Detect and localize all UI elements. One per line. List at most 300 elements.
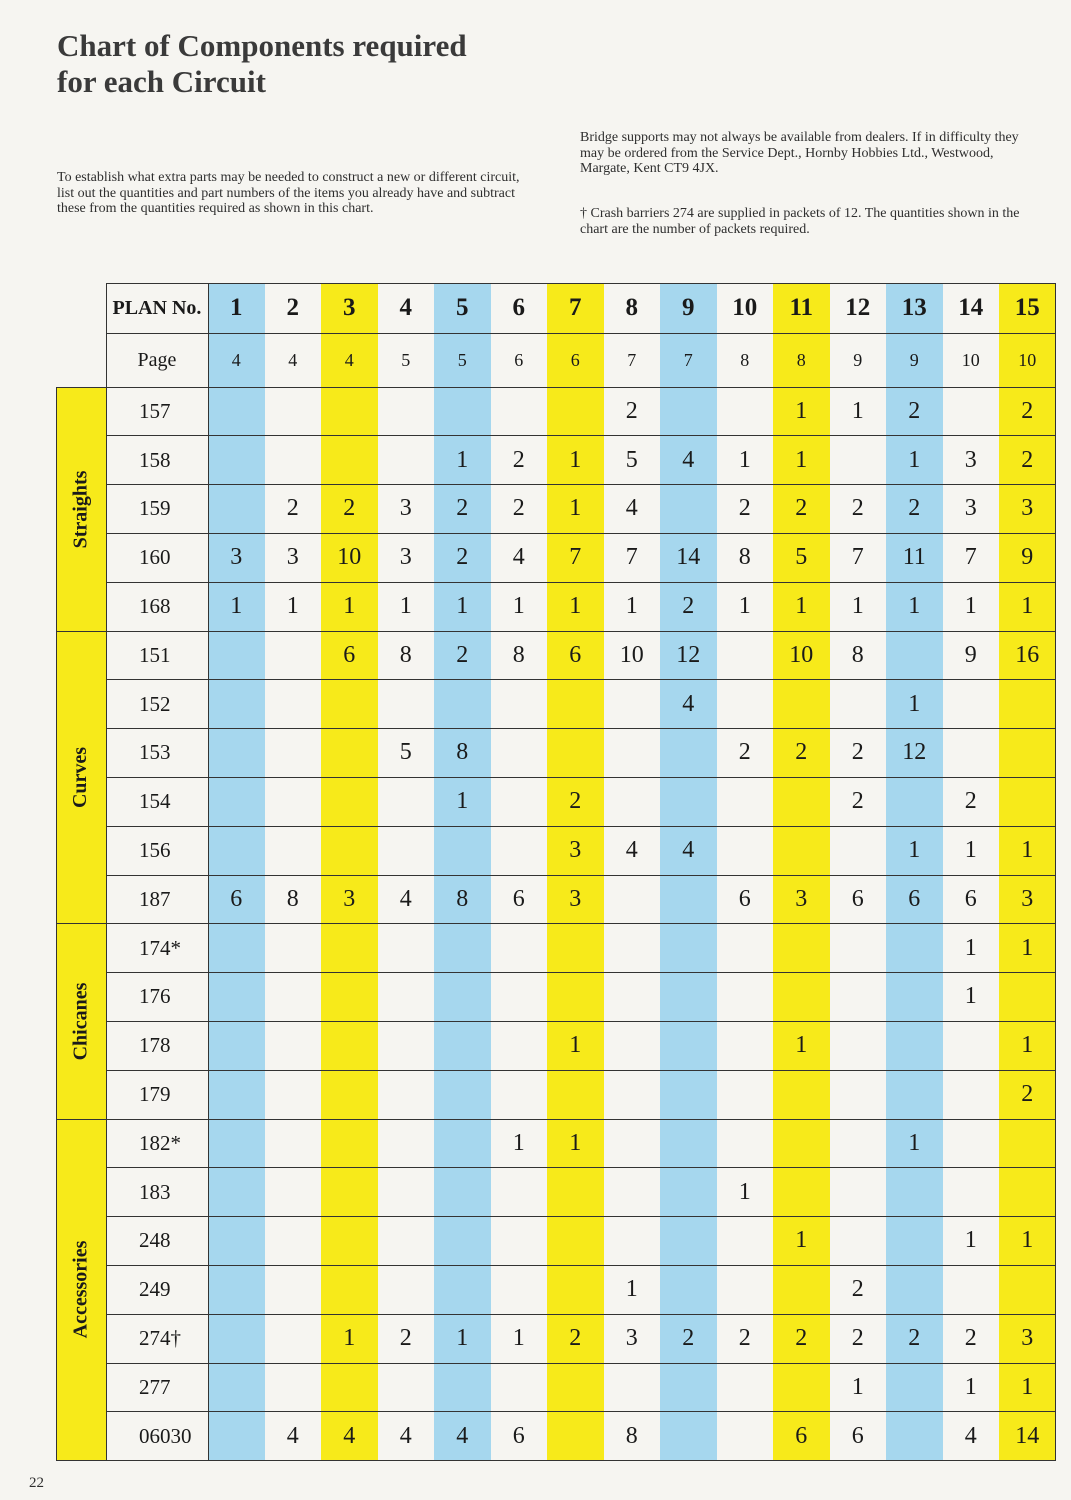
quantity-cell: 1 — [773, 1217, 830, 1266]
quantity-cell — [321, 1168, 378, 1217]
group-divider — [56, 1460, 106, 1461]
plan-number: 3 — [321, 283, 378, 333]
quantity-cell: 3 — [378, 533, 435, 582]
quantity-cell: 1 — [604, 582, 661, 631]
quantity-cell — [491, 973, 548, 1022]
quantity-cell — [830, 973, 887, 1022]
part-number: 159 — [139, 496, 171, 521]
quantity-cell — [434, 1265, 491, 1314]
quantity-cell: 2 — [717, 485, 774, 534]
quantity-cell — [265, 631, 322, 680]
quantity-cell — [660, 924, 717, 973]
quantity-cell — [265, 1314, 322, 1363]
bridge-supports-note: Bridge supports may not always be available from dealers. If in difficulty they may be ordered from the Service Dept., Hornby Hobbies Ltd., Westwood, Margate, Kent CT9 4JX. — [580, 130, 1019, 176]
quantity-cell: 2 — [943, 777, 1000, 826]
quantity-cell — [378, 1119, 435, 1168]
quantity-cell: 8 — [434, 875, 491, 924]
quantity-cell: 2 — [999, 1070, 1056, 1119]
quantity-cell — [999, 1265, 1056, 1314]
quantity-cell: 1 — [604, 1265, 661, 1314]
quantity-cell — [717, 1363, 774, 1412]
grid-line — [106, 582, 1056, 583]
plan-number: 9 — [660, 283, 717, 333]
quantity-cell: 5 — [378, 729, 435, 778]
quantity-cell — [208, 729, 265, 778]
quantity-cell — [208, 631, 265, 680]
quantity-cell: 4 — [321, 1412, 378, 1461]
quantity-cell: 7 — [604, 533, 661, 582]
plan-page-number: 8 — [717, 333, 774, 387]
part-number: 154 — [139, 789, 171, 814]
quantity-cell — [378, 1168, 435, 1217]
quantity-cell: 1 — [773, 387, 830, 436]
quantity-cell — [434, 826, 491, 875]
quantity-cell — [491, 826, 548, 875]
quantity-cell: 2 — [434, 485, 491, 534]
quantity-cell: 2 — [830, 485, 887, 534]
quantity-cell — [773, 680, 830, 729]
quantity-cell: 7 — [943, 533, 1000, 582]
quantity-cell — [378, 436, 435, 485]
quantity-cell — [999, 973, 1056, 1022]
quantity-cell — [265, 680, 322, 729]
quantity-cell: 4 — [604, 826, 661, 875]
group-label: Chicanes — [69, 982, 92, 1061]
part-number: 187 — [139, 886, 171, 911]
quantity-cell: 6 — [943, 875, 1000, 924]
plan-page-number: 10 — [999, 333, 1056, 387]
quantity-cell — [434, 973, 491, 1022]
quantity-cell — [321, 1119, 378, 1168]
plan-number: 4 — [378, 283, 435, 333]
quantity-cell — [265, 973, 322, 1022]
quantity-cell: 4 — [604, 485, 661, 534]
group-label-cell — [56, 1119, 106, 1461]
quantity-cell: 1 — [547, 1119, 604, 1168]
quantity-cell: 6 — [773, 1412, 830, 1461]
quantity-cell — [547, 1265, 604, 1314]
quantity-cell — [378, 680, 435, 729]
quantity-cell — [717, 1265, 774, 1314]
quantity-cell — [208, 1412, 265, 1461]
quantity-cell — [717, 631, 774, 680]
quantity-cell — [604, 875, 661, 924]
quantity-cell — [773, 924, 830, 973]
quantity-cell: 2 — [830, 1265, 887, 1314]
quantity-cell: 2 — [660, 582, 717, 631]
quantity-cell — [604, 1070, 661, 1119]
quantity-cell — [208, 1168, 265, 1217]
quantity-cell: 3 — [943, 485, 1000, 534]
quantity-cell: 8 — [265, 875, 322, 924]
plan-number: 10 — [717, 283, 774, 333]
plan-page-number: 9 — [886, 333, 943, 387]
quantity-cell — [321, 826, 378, 875]
quantity-cell: 10 — [604, 631, 661, 680]
quantity-cell — [717, 924, 774, 973]
quantity-cell: 9 — [943, 631, 1000, 680]
quantity-cell — [886, 777, 943, 826]
quantity-cell: 3 — [999, 485, 1056, 534]
quantity-cell — [660, 1168, 717, 1217]
part-number: 174* — [139, 935, 181, 960]
quantity-cell — [830, 826, 887, 875]
quantity-cell: 3 — [773, 875, 830, 924]
quantity-cell: 11 — [886, 533, 943, 582]
quantity-cell: 14 — [660, 533, 717, 582]
quantity-cell — [773, 1363, 830, 1412]
quantity-cell — [943, 1119, 1000, 1168]
group-label-cell — [56, 924, 106, 1119]
quantity-cell — [208, 924, 265, 973]
quantity-cell — [604, 1217, 661, 1266]
quantity-cell — [265, 1021, 322, 1070]
quantity-cell — [321, 729, 378, 778]
quantity-cell: 2 — [321, 485, 378, 534]
quantity-cell — [604, 924, 661, 973]
grid-line — [106, 1216, 1056, 1217]
quantity-cell: 1 — [999, 1363, 1056, 1412]
quantity-cell — [717, 1070, 774, 1119]
plan-number: 6 — [491, 283, 548, 333]
quantity-cell — [434, 1119, 491, 1168]
table-border — [106, 283, 107, 1461]
page-header: Page — [137, 348, 177, 371]
quantity-cell — [717, 973, 774, 1022]
quantity-cell: 6 — [886, 875, 943, 924]
quantity-cell: 4 — [660, 436, 717, 485]
quantity-cell: 1 — [886, 680, 943, 729]
quantity-cell: 1 — [773, 436, 830, 485]
quantity-cell — [660, 729, 717, 778]
quantity-cell: 2 — [547, 777, 604, 826]
quantity-cell — [830, 1021, 887, 1070]
quantity-cell: 7 — [830, 533, 887, 582]
quantity-cell: 8 — [604, 1412, 661, 1461]
quantity-cell: 1 — [717, 1168, 774, 1217]
quantity-cell: 1 — [491, 1314, 548, 1363]
quantity-cell: 3 — [999, 1314, 1056, 1363]
quantity-cell — [321, 1217, 378, 1266]
quantity-cell: 6 — [491, 875, 548, 924]
quantity-cell: 14 — [999, 1412, 1056, 1461]
group-label: Accessories — [69, 1240, 92, 1339]
quantity-cell — [660, 1021, 717, 1070]
quantity-cell — [378, 1265, 435, 1314]
grid-line — [106, 1119, 1056, 1120]
grid-line — [106, 679, 1056, 680]
quantity-cell — [717, 680, 774, 729]
group-divider — [56, 631, 106, 632]
quantity-cell: 1 — [208, 582, 265, 631]
quantity-cell — [321, 973, 378, 1022]
quantity-cell: 5 — [773, 533, 830, 582]
quantity-cell: 1 — [773, 582, 830, 631]
grid-line — [106, 875, 1056, 876]
plan-number: 13 — [886, 283, 943, 333]
quantity-cell — [943, 680, 1000, 729]
quantity-cell: 2 — [943, 1314, 1000, 1363]
part-number: 182* — [139, 1130, 181, 1155]
quantity-cell — [943, 387, 1000, 436]
quantity-cell — [773, 777, 830, 826]
quantity-cell — [999, 1168, 1056, 1217]
quantity-cell — [265, 387, 322, 436]
quantity-cell — [999, 680, 1056, 729]
quantity-cell: 3 — [378, 485, 435, 534]
quantity-cell — [604, 1363, 661, 1412]
quantity-cell — [660, 973, 717, 1022]
quantity-cell — [321, 1021, 378, 1070]
part-number: 183 — [139, 1179, 171, 1204]
part-number: 153 — [139, 740, 171, 765]
plan-number: 8 — [604, 283, 661, 333]
quantity-cell — [321, 1070, 378, 1119]
quantity-cell: 1 — [491, 1119, 548, 1168]
plan-number: 7 — [547, 283, 604, 333]
table-border — [56, 387, 1056, 388]
quantity-cell — [321, 1363, 378, 1412]
quantity-cell — [208, 436, 265, 485]
quantity-cell: 1 — [999, 1021, 1056, 1070]
quantity-cell — [434, 387, 491, 436]
quantity-cell: 6 — [491, 1412, 548, 1461]
grid-line — [106, 728, 1056, 729]
part-number: 152 — [139, 691, 171, 716]
quantity-cell — [208, 826, 265, 875]
quantity-cell — [547, 1412, 604, 1461]
quantity-cell — [208, 1314, 265, 1363]
quantity-cell — [321, 1265, 378, 1314]
table-border — [1055, 283, 1056, 1461]
quantity-cell: 1 — [434, 777, 491, 826]
quantity-cell — [773, 1119, 830, 1168]
quantity-cell: 12 — [886, 729, 943, 778]
quantity-cell: 1 — [773, 1021, 830, 1070]
quantity-cell — [717, 1119, 774, 1168]
quantity-cell — [378, 973, 435, 1022]
table-border — [56, 387, 57, 1461]
quantity-cell — [830, 1168, 887, 1217]
quantity-cell — [491, 1070, 548, 1119]
plan-number: 15 — [999, 283, 1056, 333]
quantity-cell — [491, 777, 548, 826]
quantity-cell — [943, 729, 1000, 778]
quantity-cell — [491, 729, 548, 778]
quantity-cell — [547, 680, 604, 729]
quantity-cell — [830, 680, 887, 729]
quantity-cell — [660, 1265, 717, 1314]
quantity-cell — [604, 1119, 661, 1168]
quantity-cell: 2 — [773, 729, 830, 778]
grid-line — [208, 283, 209, 1461]
quantity-cell: 2 — [830, 729, 887, 778]
part-number: 248 — [139, 1228, 171, 1253]
quantity-cell — [547, 1168, 604, 1217]
grid-line — [106, 1363, 1056, 1364]
quantity-cell — [886, 1265, 943, 1314]
group-divider — [56, 1119, 106, 1120]
quantity-cell — [208, 1265, 265, 1314]
quantity-cell: 1 — [943, 1363, 1000, 1412]
quantity-cell — [265, 826, 322, 875]
quantity-cell — [321, 387, 378, 436]
quantity-cell — [999, 1119, 1056, 1168]
quantity-cell — [943, 1265, 1000, 1314]
quantity-cell — [886, 631, 943, 680]
quantity-cell — [660, 1363, 717, 1412]
quantity-cell — [943, 1168, 1000, 1217]
grid-line — [106, 1265, 1056, 1266]
grid-line — [106, 1021, 1056, 1022]
group-divider — [56, 923, 106, 924]
intro-paragraph: To establish what extra parts may be needed to construct a new or different circuit, list out the quantities and part numbers of the items you already have and subtract these from the quantities required as shown in this chart. — [57, 170, 520, 216]
plan-page-number: 4 — [321, 333, 378, 387]
quantity-cell: 1 — [830, 1363, 887, 1412]
quantity-cell: 1 — [943, 1217, 1000, 1266]
quantity-cell: 3 — [604, 1314, 661, 1363]
quantity-cell — [604, 1168, 661, 1217]
quantity-cell — [830, 1119, 887, 1168]
quantity-cell: 1 — [886, 436, 943, 485]
page-number: 22 — [29, 1475, 44, 1491]
quantity-cell — [886, 1021, 943, 1070]
quantity-cell — [208, 1363, 265, 1412]
quantity-cell: 2 — [491, 485, 548, 534]
plan-page-number: 7 — [660, 333, 717, 387]
quantity-cell — [491, 1021, 548, 1070]
quantity-cell — [208, 777, 265, 826]
quantity-cell — [208, 387, 265, 436]
grid-line — [106, 435, 1056, 436]
quantity-cell: 4 — [660, 826, 717, 875]
quantity-cell — [491, 1265, 548, 1314]
quantity-cell — [378, 1021, 435, 1070]
quantity-cell: 2 — [660, 1314, 717, 1363]
quantity-cell: 6 — [717, 875, 774, 924]
quantity-cell: 1 — [491, 582, 548, 631]
part-number: 156 — [139, 838, 171, 863]
quantity-cell — [434, 1363, 491, 1412]
quantity-cell: 3 — [208, 533, 265, 582]
quantity-cell — [830, 436, 887, 485]
plan-page-number: 7 — [604, 333, 661, 387]
quantity-cell: 4 — [943, 1412, 1000, 1461]
quantity-cell — [378, 387, 435, 436]
part-number: 160 — [139, 545, 171, 570]
quantity-cell — [208, 1119, 265, 1168]
quantity-cell: 8 — [491, 631, 548, 680]
quantity-cell — [773, 973, 830, 1022]
quantity-cell — [830, 924, 887, 973]
quantity-cell: 3 — [547, 875, 604, 924]
quantity-cell: 1 — [547, 582, 604, 631]
quantity-cell — [604, 973, 661, 1022]
grid-line — [106, 777, 1056, 778]
quantity-cell — [434, 924, 491, 973]
quantity-cell — [434, 1070, 491, 1119]
quantity-cell — [265, 777, 322, 826]
quantity-cell: 9 — [999, 533, 1056, 582]
quantity-cell — [434, 1168, 491, 1217]
quantity-cell: 1 — [999, 1217, 1056, 1266]
quantity-cell: 2 — [717, 1314, 774, 1363]
quantity-cell — [717, 1217, 774, 1266]
quantity-cell — [660, 1070, 717, 1119]
quantity-cell — [773, 1265, 830, 1314]
quantity-cell — [265, 924, 322, 973]
title-line-2: for each Circuit — [57, 64, 266, 99]
plan-number: 1 — [208, 283, 265, 333]
quantity-cell — [660, 875, 717, 924]
quantity-cell: 1 — [999, 924, 1056, 973]
group-label-cell — [56, 631, 106, 924]
quantity-cell — [886, 924, 943, 973]
quantity-cell — [886, 1070, 943, 1119]
quantity-cell — [491, 680, 548, 729]
quantity-cell — [547, 387, 604, 436]
quantity-cell — [208, 973, 265, 1022]
quantity-cell: 1 — [434, 436, 491, 485]
plan-page-number: 6 — [491, 333, 548, 387]
grid-line — [106, 826, 1056, 827]
quantity-cell: 4 — [378, 1412, 435, 1461]
crash-barriers-note: † Crash barriers 274 are supplied in packets of 12. The quantities shown in the chart are the number of packets required. — [580, 206, 1020, 237]
part-number: 06030 — [139, 1423, 192, 1448]
quantity-cell: 1 — [547, 1021, 604, 1070]
quantity-cell — [773, 1070, 830, 1119]
quantity-cell: 3 — [265, 533, 322, 582]
quantity-cell — [604, 1021, 661, 1070]
plan-page-number: 5 — [378, 333, 435, 387]
plan-number: 12 — [830, 283, 887, 333]
quantity-cell: 8 — [717, 533, 774, 582]
quantity-cell: 2 — [830, 1314, 887, 1363]
quantity-cell — [547, 1363, 604, 1412]
quantity-cell — [717, 826, 774, 875]
quantity-cell: 1 — [830, 387, 887, 436]
quantity-cell — [208, 1217, 265, 1266]
part-number: 249 — [139, 1277, 171, 1302]
quantity-cell: 2 — [830, 777, 887, 826]
quantity-cell: 2 — [886, 485, 943, 534]
quantity-cell — [660, 1119, 717, 1168]
quantity-cell: 2 — [434, 631, 491, 680]
quantity-cell — [208, 1070, 265, 1119]
quantity-cell — [604, 777, 661, 826]
quantity-cell — [773, 826, 830, 875]
quantity-cell — [717, 777, 774, 826]
quantity-cell: 2 — [378, 1314, 435, 1363]
quantity-cell — [491, 1363, 548, 1412]
quantity-cell — [717, 387, 774, 436]
grid-line — [106, 533, 1056, 534]
quantity-cell: 1 — [999, 826, 1056, 875]
quantity-cell — [604, 729, 661, 778]
quantity-cell: 2 — [491, 436, 548, 485]
quantity-cell — [886, 1363, 943, 1412]
quantity-cell — [434, 680, 491, 729]
quantity-cell: 1 — [943, 924, 1000, 973]
quantity-cell: 1 — [886, 582, 943, 631]
grid-line — [106, 1460, 1056, 1461]
title-line-1: Chart of Components required — [57, 28, 467, 63]
quantity-cell — [265, 436, 322, 485]
quantity-cell: 1 — [717, 582, 774, 631]
quantity-cell: 7 — [547, 533, 604, 582]
quantity-cell — [208, 1021, 265, 1070]
group-label: Curves — [69, 746, 92, 808]
